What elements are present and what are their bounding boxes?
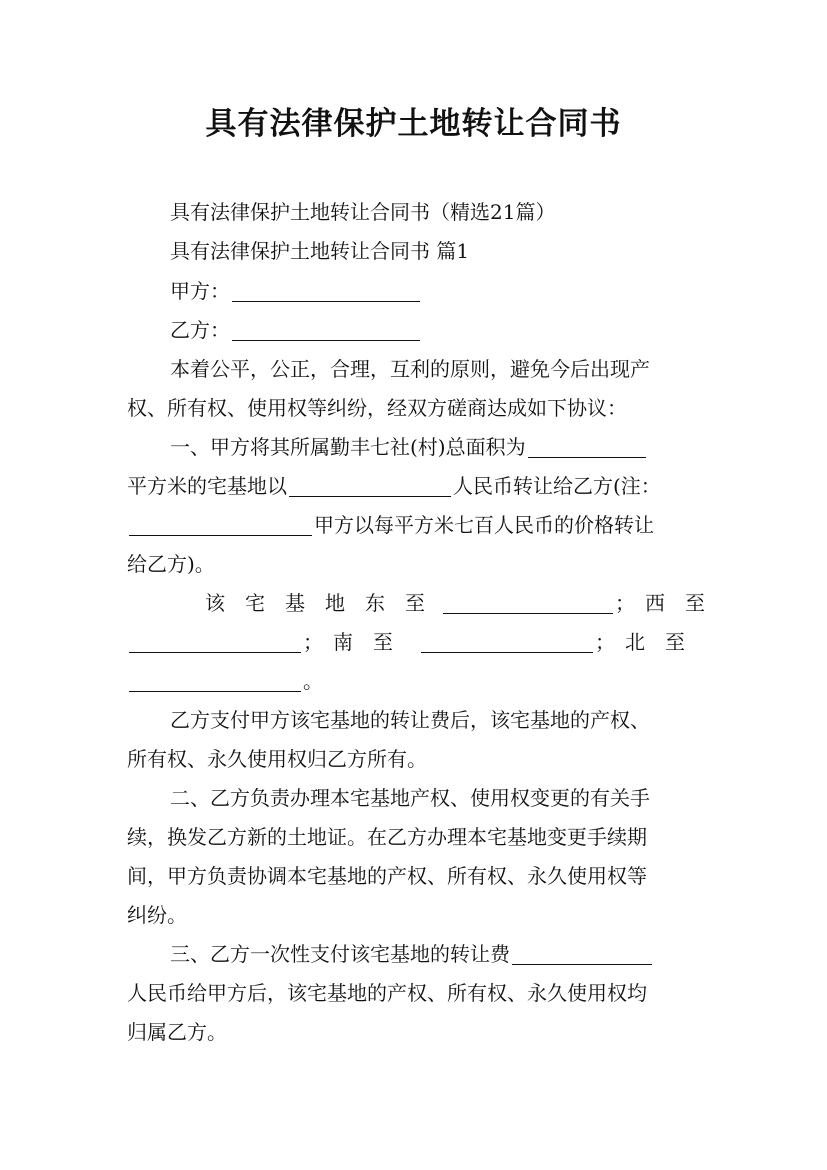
boundary-west-label: ； 西 至: [615, 591, 705, 615]
clause-1-text: 平方米的宅基地以: [127, 474, 287, 498]
clause-1-line: [170, 427, 648, 467]
party-a-blank: [232, 279, 420, 302]
boundary-south-label: ； 南 至: [303, 630, 393, 654]
party-a-line: [170, 271, 422, 311]
clause-2-line: 续，换发乙方新的土地证。在乙方办理本宅基地变更手续期: [127, 825, 647, 849]
clause-3-text: 三、乙方一次性支付该宅基地的转让费: [170, 942, 510, 966]
clause-1-line: 给乙方)。: [127, 552, 215, 576]
party-a-label: 甲方：: [170, 279, 230, 303]
doc-section-heading: 具有法律保护土地转让合同书 篇1: [170, 239, 470, 263]
doc-subtitle: 具有法律保护土地转让合同书（精选21篇）: [170, 200, 556, 224]
south-blank: [421, 630, 593, 653]
price-blank: [289, 474, 451, 497]
clause-2-line: 间，甲方负责协调本宅基地的产权、所有权、永久使用权等: [127, 864, 647, 888]
paragraph-line: 乙方支付甲方该宅基地的转让费后，该宅基地的产权、: [170, 708, 650, 732]
east-blank: [443, 591, 613, 614]
party-b-line: [170, 310, 422, 350]
clause-2-line: 二、乙方负责办理本宅基地产权、使用权变更的有关手: [170, 786, 650, 810]
clause-1-text: 一、甲方将其所属勤丰七社(村)总面积为: [170, 435, 526, 459]
document-title: 具有法律保护土地转让合同书: [205, 106, 622, 142]
boundary-north-label: ； 北 至: [595, 630, 685, 654]
boundary-line: [127, 622, 685, 662]
boundary-line: [205, 583, 705, 623]
clause-3-line: [170, 934, 654, 974]
party-b-label: 乙方：: [170, 318, 230, 342]
boundary-east-label: 该 宅 基 地 东 至: [205, 591, 425, 615]
clause-1-text: 甲方以每平方米七百人民币的价格转让: [314, 513, 654, 537]
area-blank: [528, 435, 646, 458]
clause-1-text: 人民币转让给乙方(注：: [453, 474, 661, 498]
note-blank: [129, 513, 312, 536]
paragraph-line: 所有权、永久使用权归乙方所有。: [127, 747, 427, 771]
fee-blank: [512, 942, 652, 965]
north-blank: [129, 669, 301, 692]
party-b-blank: [232, 318, 420, 341]
paragraph-line: 权、所有权、使用权等纠纷，经双方磋商达成如下协议：: [127, 396, 627, 420]
paragraph-line: 本着公平，公正，合理，互利的原则，避免今后出现产: [170, 357, 650, 381]
clause-2-line: 纠纷。: [127, 903, 187, 927]
clause-3-line: 人民币给甲方后，该宅基地的产权、所有权、永久使用权均: [127, 981, 647, 1005]
clause-3-line: 归属乙方。: [127, 1020, 227, 1044]
west-blank: [129, 630, 301, 653]
clause-1-line: [127, 466, 661, 506]
boundary-line: [127, 661, 323, 701]
boundary-end: 。: [303, 669, 323, 693]
clause-1-line: [127, 505, 654, 545]
